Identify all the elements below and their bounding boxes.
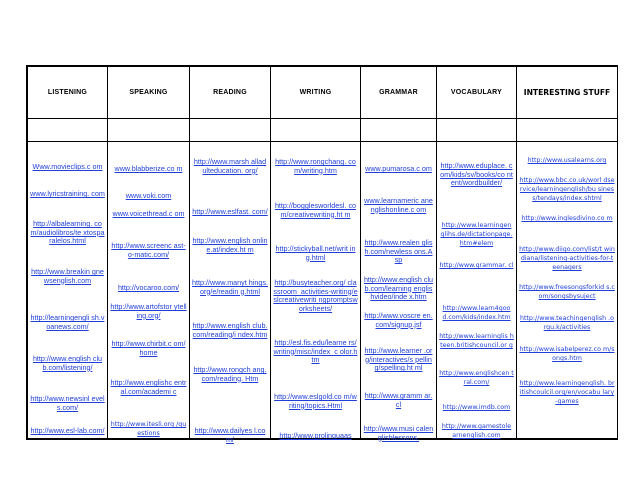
link-grammar-7[interactable]: http://www.gramm ar.cl [364, 391, 433, 409]
link-interesting-7[interactable]: http://www.isabelperez.co m/songs.htm [519, 346, 615, 362]
header-writing: WRITING [271, 67, 361, 119]
spacer-cell [28, 119, 108, 142]
link-vocabulary-2[interactable]: http://www.learningen glihs.de/dictationpage. htm#elem [440, 222, 513, 247]
link-grammar-2[interactable]: www.learnameric anenglishonline.c om [364, 196, 433, 214]
resource-grid [27, 66, 618, 444]
header-interesting-stuff: INTERESTING STUFF [517, 67, 618, 119]
link-grammar-4[interactable]: http://www.english club.com/learning englishvideo/inde x.htm [363, 275, 434, 302]
link-grammar-8[interactable]: http://www.musi calenglishlessons. [363, 424, 434, 442]
link-speaking-3[interactable]: www.voicethread.c om [112, 209, 185, 218]
spacer-cell [517, 119, 618, 142]
resource-table [26, 65, 618, 444]
link-listening-5[interactable]: http://learningengli sh.voanews.com/ [30, 313, 105, 331]
link-grammar-6[interactable]: http://www.learner .org/interactives/s pelling/spelling.ht ml [364, 346, 433, 373]
link-reading-3[interactable]: http://www.english online.at/index.ht m [192, 236, 268, 254]
link-vocabulary-7[interactable]: http://www.imdb.com [442, 404, 511, 411]
link-vocabulary-4[interactable]: http://www.learn4goo d.com/kids/index.htm [442, 305, 511, 321]
link-reading-4[interactable]: http://www.manyt hings.org/e/readin g.html [192, 278, 268, 296]
header-vocabulary: VOCABULARY [437, 67, 517, 119]
link-writing-3[interactable]: http://stickyball.net/writ ing.html [275, 244, 356, 262]
link-interesting-2[interactable]: http://www.bbc.co.uk/worl dservice/learningenglish/bu siness/tendays/index.shtml [519, 177, 615, 202]
spacer-row [28, 119, 618, 142]
link-reading-2[interactable]: http://www.eslfast. com/ [192, 207, 268, 216]
link-interesting-4[interactable]: http://www.diigo.com/list/t windiana/listening-activities-for-teenagers [519, 246, 615, 271]
writing-links-cell [271, 142, 361, 439]
link-speaking-1[interactable]: www.blabberize.co m [114, 164, 183, 173]
reading-links-cell [190, 142, 271, 444]
header-reading: READING [190, 67, 271, 119]
header-speaking: SPEAKING [108, 67, 190, 119]
spacer-cell [108, 119, 190, 142]
link-grammar-1[interactable]: www.pumarosa.c om [365, 164, 432, 173]
link-listening-4[interactable]: http://www.breakin gnewsenglish.com [31, 267, 104, 285]
link-vocabulary-6[interactable]: http://www.englishcen tral.com/ [439, 370, 514, 386]
link-vocabulary-3[interactable]: http://www.grammar. cl [439, 262, 514, 269]
spacer-cell [190, 119, 271, 142]
link-speaking-6[interactable]: http://www.artofstor ytelling.org/ [110, 302, 187, 320]
listening-links-cell [28, 142, 108, 439]
link-listening-6[interactable]: http://www.english club.com/listening/ [32, 354, 103, 372]
header-grammar: GRAMMAR [361, 67, 437, 119]
link-interesting-6[interactable]: http://www.teachingenglish .orgu.k/activities [519, 315, 615, 331]
link-listening-8[interactable]: http://www.esl-lab.com/ [30, 426, 105, 435]
link-grammar-5[interactable]: http://www.voscre en.com/signup.jsf [364, 311, 433, 329]
grammar-links-cell [361, 142, 437, 442]
link-reading-7[interactable]: http://www.dailyes l.com/ [194, 426, 266, 444]
links-row [28, 142, 618, 439]
link-speaking-9[interactable]: http://www.itesli.org /questions [110, 421, 187, 437]
link-speaking-2[interactable]: www.voki.com [125, 191, 172, 200]
link-grammar-3[interactable]: http://www.realen glish.com/newless ons.Asp [364, 238, 433, 265]
link-listening-1[interactable]: Www.movieclips.c om [32, 162, 103, 171]
link-listening-7[interactable]: http://www.newsinl evels.com/ [30, 394, 105, 412]
link-listening-2[interactable]: www.lyricstraining. com [30, 189, 105, 198]
header-listening: LISTENING [28, 67, 108, 119]
link-reading-5[interactable]: http://www.english club.com/reading/i ndex.htm [192, 321, 268, 339]
link-writing-6[interactable]: http://www.eslgold.co m/writing/topics.Html [274, 392, 357, 410]
spacer-cell [437, 119, 517, 142]
link-speaking-5[interactable]: http://vocaroo.com/ [117, 283, 180, 292]
interesting-stuff-links-cell [517, 142, 618, 439]
link-writing-5[interactable]: http://esl.fis.edu/learne rs/writing/misc/index_c olor.htm [273, 338, 358, 365]
spacer-cell [271, 119, 361, 142]
link-vocabulary-5[interactable]: http://www.learninglis hteen.britishcouncil.or g [439, 333, 514, 349]
speaking-links-cell [108, 142, 190, 439]
link-interesting-3[interactable]: http://www.inglesdivino.co m [521, 215, 613, 222]
header-row [28, 67, 618, 119]
spacer-cell [361, 119, 437, 142]
link-writing-4[interactable]: http://busyteacher.org/ classroom_activities-writing/eslcreativewriti ngpromptsworksheets/ [273, 278, 358, 313]
link-listening-3[interactable]: http://albalearning. com/audiolibros/te xtosparalelos.html [30, 219, 105, 246]
link-reading-6[interactable]: http://www.rongch ang.com/reading. Htm [193, 365, 267, 383]
link-reading-1[interactable]: http://www.marsh alladulteducation. org/ [193, 157, 267, 175]
link-interesting-1[interactable]: http://www.usalearns.org [527, 157, 607, 164]
vocabulary-links-cell [437, 142, 517, 439]
link-vocabulary-8[interactable]: http://www.gamestole arnenglish.com [441, 423, 512, 439]
link-writing-1[interactable]: http://www.rongchang. com/writing.htm [275, 157, 356, 175]
link-writing-2[interactable]: http://bogglesworldesl. com/creativewriting.ht m [274, 201, 357, 219]
link-speaking-8[interactable]: http://www.englishc entral.com/academi c [110, 378, 187, 396]
link-interesting-8[interactable]: http://www.learningenglish. britishcoulcil.org/en/vocabu lary-games [519, 380, 615, 405]
link-interesting-5[interactable]: http://www.freesongsforkid s.com/songsbysuject [519, 284, 615, 300]
link-speaking-7[interactable]: http://www.chirbit.c om/home [111, 339, 186, 357]
link-writing-7[interactable]: http://www.prolinguaas [279, 431, 352, 440]
link-vocabulary-1[interactable]: http://www.eduplace. com/kids/sv/books/co ntent/wordbuilder/ [440, 161, 513, 188]
link-speaking-4[interactable]: http://www.screenc ast-o-matic.com/ [111, 241, 186, 259]
